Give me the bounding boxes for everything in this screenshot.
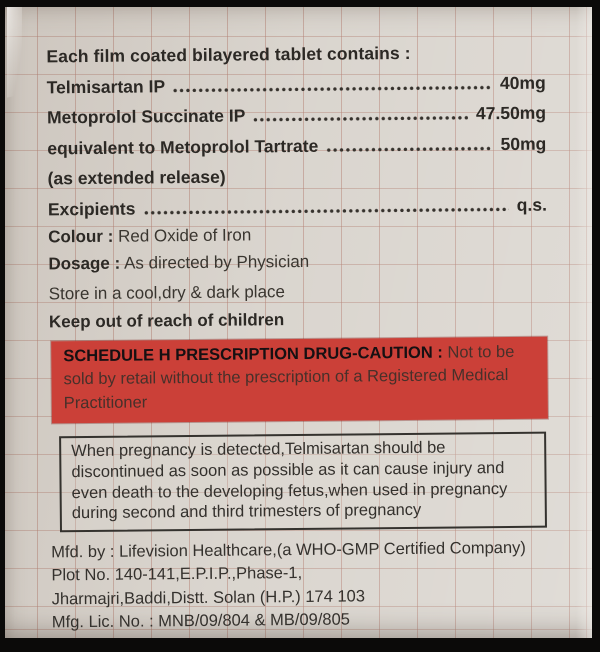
ingredient-name: Metoprolol Succinate IP [46,105,246,128]
ingredient-strength: 47.50mg [475,102,547,124]
ingredient-strength: q.s. [516,194,547,215]
storage-instruction: Store in a cool,dry & dark place [48,281,286,303]
composition-row-telmisartan [47,71,546,98]
manufacturer-address-line-1: Plot No. 140-141,E.P.I.P.,Phase-1, [51,564,303,585]
ingredient-name: Excipients [47,198,136,219]
colour-detail [48,221,547,247]
dosage-detail [48,248,547,274]
dotted-leader [143,206,508,215]
ingredient-name: (as extended release) [47,166,226,189]
manufacturer-block [51,537,551,635]
dotted-leader [173,85,492,93]
ingredient-strength: 40mg [499,72,546,93]
schedule-h-caution-title: SCHEDULE H PRESCRIPTION DRUG-CAUTION : [63,343,443,365]
ingredient-name: Telmisartan IP [46,75,166,97]
composition-row-extended-release [47,163,546,190]
manufacturer-address-line-2: Jharmajri,Baddi,Distt. Solan (H.P.) 174 103 [51,586,366,608]
composition-row-tartrate-equivalent [47,132,546,159]
ingredient-strength: 50mg [500,133,547,154]
schedule-h-caution-text: Not to be sold by retail without the prescription of a Registered Medical Practitioner [63,342,515,412]
dosage-label: Dosage : [48,253,121,273]
keep-away-warning: Keep out of reach of children [48,309,285,331]
ingredient-name: equivalent to Metoprolol Tartrate [47,135,319,158]
composition-row-excipients [48,193,547,220]
label-content [5,7,592,638]
schedule-h-caution-band [51,336,548,423]
manufacturing-licence-line: Mfg. Lic. No. : MNB/09/804 & MB/09/805 [51,610,351,632]
composition-heading: Each film coated bilayered tablet contains : [46,42,411,67]
dosage-value: As directed by Physician [123,251,310,273]
composition-row-metoprolol [47,102,546,129]
manufacturer-name-line: Mfd. by : Lifevision Healthcare,(a WHO-GMP Certified Company) [51,539,526,562]
pregnancy-warning-box: When pregnancy is detected,Telmisartan should be discontinued as soon as possible as it can cause injury and even death to the developing fetus,when used in pregnancy during second and third trimesters of pregnancy [59,432,547,533]
colour-value: Red Oxide of Iron [117,224,252,246]
colour-label: Colour : [48,226,114,246]
dotted-leader [253,115,468,122]
carton-label-photo [5,7,592,638]
dotted-leader [326,146,492,153]
